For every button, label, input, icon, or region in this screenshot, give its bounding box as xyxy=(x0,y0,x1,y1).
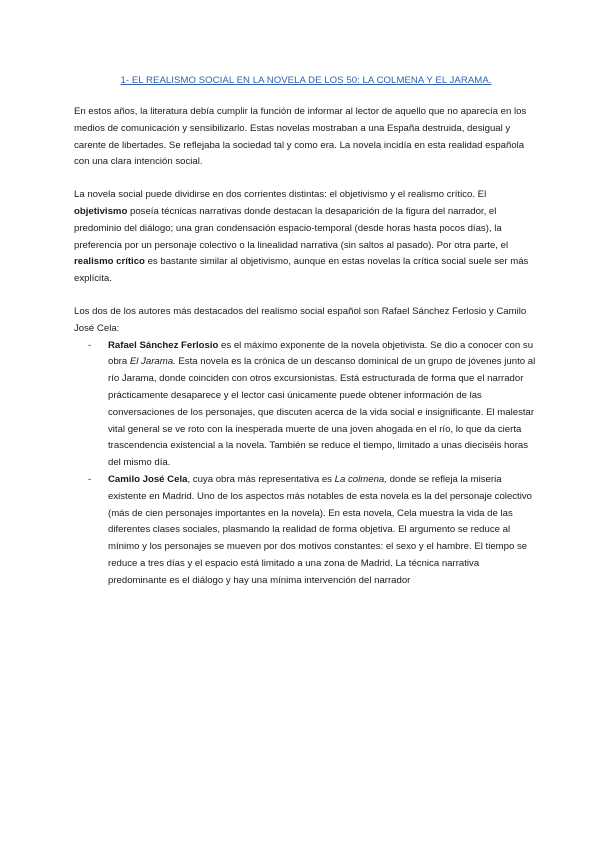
bullet-dash: - xyxy=(88,339,92,351)
document-title: 1- EL REALISMO SOCIAL EN LA NOVELA DE LOS 50: LA COLMENA Y EL JARAMA. xyxy=(120,75,492,86)
list-item xyxy=(74,338,538,472)
author-name: Rafael Sánchez Ferlosio xyxy=(108,339,219,351)
work-title: La colmena, xyxy=(334,473,387,485)
paragraph-authors-intro: Los dos de los autores más destacados del realismo social español son Rafael Sánchez Ferlosio y Camilo José Cela: xyxy=(74,305,527,334)
paragraph-currents-text-2: poseía técnicas narrativas donde destacan la desaparición de la figura del narrador, el predominio del diálogo; una gran condensación espacio-temporal (desde horas hasta pocos días), la preferencia por un personaje colectivo o la linealidad narrativa (sin saltos al pasado). Por otra parte, el xyxy=(74,205,509,251)
list-item xyxy=(74,472,538,590)
paragraph-intro: En estos años, la literatura debía cumplir la función de informar al lector de aquello que no aparecía en los medios de comunicación y sensibilizarlo. Estas novelas mostraban a una España destruida, desigual y carente de libertades. Se reflejaba la sociedad tal y como era. La novela incidía en esta realidad española con una clara intención social. xyxy=(74,106,527,168)
authors-list xyxy=(74,338,538,590)
bullet-dash: - xyxy=(88,473,92,485)
author-name: Camilo José Cela xyxy=(108,473,188,485)
author-text: Esta novela es la crónica de un descanso dominical de un grupo de jóvenes junto al río Jarama, donde coinciden con otros excursionistas. Está estructurada de forma que el narrador prácticamente desaparece y el lector casi únicamente puede obtener información de las conversaciones de los personajes, que discuten acerca de la vida social e insignificante. El malestar vital general se ve roto con la inesperada muerte de una joven ahogada en el río, lo que da cierta trascendencia existencial a la novela. También se reduce el tiempo, limitado a unas dieciséis horas del mismo día. xyxy=(108,356,536,469)
author-text: donde se refleja la miseria existente en Madrid. Uno de los aspectos más notables de esta novela es la del personaje colectivo (más de cien personajes importantes en la novela). En esta novela, Cela muestra la vida de las diferentes clases sociales, plasmando la realidad de forma objetiva. El argumento se reduce al mínimo y los personajes se mueven por dos motivos constantes: el sexo y el hambre. El tiempo se reduce a tres días y el espacio está limitado a una zona de Madrid. La técnica narrativa predominante es el diálogo y hay una mínima intervención del narrador xyxy=(108,473,532,586)
author-text: es el máximo exponente de la novela objetivista. Se dio a conocer con su obra xyxy=(108,339,534,368)
author-text: , cuya obra más representativa es xyxy=(187,473,335,485)
work-title: El Jarama. xyxy=(129,356,176,368)
paragraph-currents-text-1: La novela social puede dividirse en dos corrientes distintas: el objetivismo y el realismo crítico. El xyxy=(74,189,487,201)
paragraph-currents-text-3: es bastante similar al objetivismo, aunque en estas novelas la crítica social suele ser más explícita. xyxy=(74,256,529,285)
term-objetivismo: objetivismo xyxy=(74,205,128,217)
paragraph-currents xyxy=(74,187,538,288)
term-realismo-critico: realismo crítico xyxy=(74,256,145,268)
